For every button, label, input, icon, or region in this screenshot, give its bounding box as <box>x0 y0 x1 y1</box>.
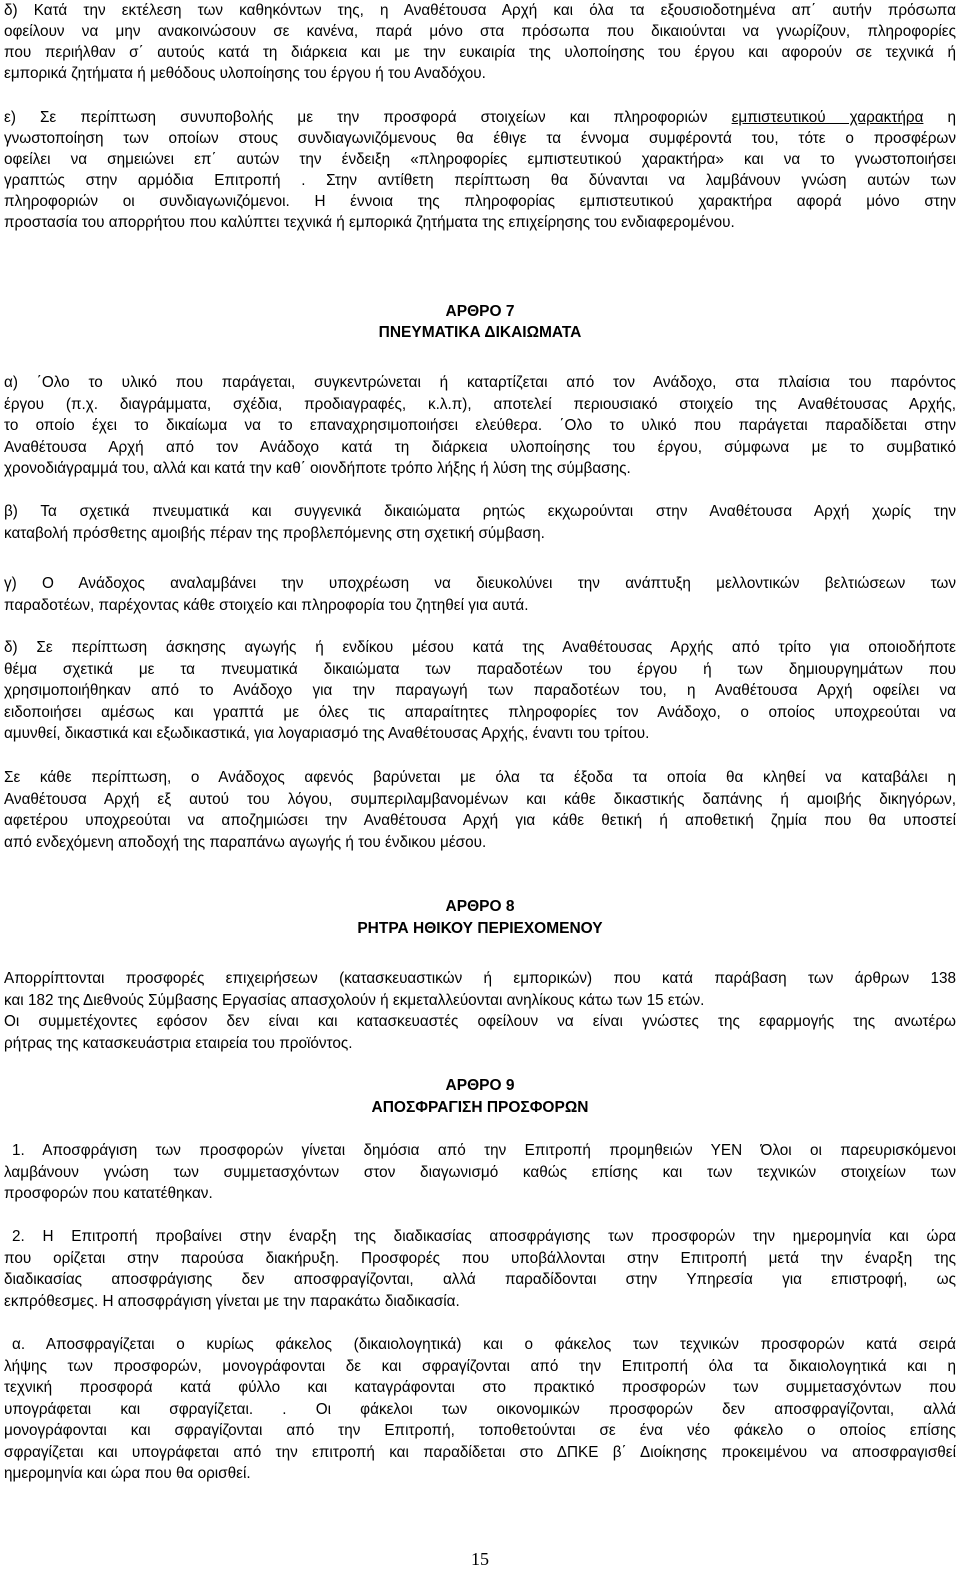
article-9-item-2-line: 2. Η Επιτροπή προβαίνει στην έναρξη της διαδικασίας αποσφράγισης των προσφορών την ημερομηνία και ώρα <box>12 1228 956 1245</box>
article-7-para-d-line: ειδοποιήσει αμέσως και γραπτά με όλες τις απαραίτητες πληροφορίες τον Ανάδοχο, ο οποίος υποχρεούται να <box>4 704 956 721</box>
article-9-item-2-line: εκπρόθεσμες. Η αποσφράγιση γίνεται με την παρακάτω διαδικασία. <box>4 1293 460 1310</box>
article-7-para-a-line: χρονοδιάγραμμά του, αλλά και κατά την καθ΄ οιονδήποτε τρόπο λήξης ή λύση της σύμβασης. <box>4 460 631 477</box>
article-9-item-1-line: λαμβάνουν γνώση των συμμετασχόντων στον διαγωνισμό καθώς επίσης και των τεχνικών στοιχείων των <box>4 1164 956 1181</box>
article-7-title: ΠΝΕΥΜΑΤΙΚΑ ΔΙΚΑΙΩΜΑΤΑ <box>378 324 582 341</box>
article-8-para-line: Απορρίπτονται προσφορές επιχειρήσεων (κατασκευαστικών ή εμπορικών) που κατά παράβαση των άρθρων 138 <box>4 970 956 987</box>
para-epsilon-text: η <box>923 109 956 126</box>
article-7-para-e-line: Σε κάθε περίπτωση, ο Ανάδοχος αφενός βαρύνεται με όλα τα έξοδα τα οποία θα κληθεί να καταβάλει η <box>4 769 956 786</box>
para-epsilon-line: γραπτώς στην αρμόδια Επιτροπή . Στην αντίθετη περίπτωση θα δύνανται να λαμβάνουν γνώση αυτών των <box>4 172 956 189</box>
article-8-para-line: και 182 της Διεθνούς Σύμβασης Εργασίας απασχολούν ή εκμεταλλεύονται ανηλίκους κάτω των 15 ετών. <box>4 992 705 1009</box>
article-7-para-a-line: έργου (π.χ. διαγράμματα, σχέδια, προδιαγραφές, κ.λ.π), αποτελεί περιουσιακό στοιχείο της Αναθέτουσας Αρχής, <box>4 396 956 413</box>
article-7-para-e-line: από ενδεχόμενη αποδοχή της παραπάνω αγωγής ή του ένδικου μέσου. <box>4 834 487 851</box>
para-epsilon-text: ε) Σε περίπτωση συνυποβολής με την προσφορά στοιχείων και πληροφοριών <box>4 109 732 126</box>
article-9-number: ΑΡΘΡΟ 9 <box>445 1077 515 1094</box>
article-8-para-line: ρήτρας της κατασκευάστρια εταιρεία του προϊόντος. <box>4 1035 353 1052</box>
article-7-number: ΑΡΘΡΟ 7 <box>445 303 515 320</box>
article-9-item-a-line: υπογράφεται και σφραγίζεται. . Οι φάκελοι των οικονομικών προσφορών δεν αποσφραγίζονται, αλλά <box>4 1401 956 1418</box>
article-9-item-1-line: 1. Αποσφράγιση των προσφορών γίνεται δημόσια από την Επιτροπή προμηθειών ΥΕΝ Όλοι οι παρευρισκόμενοι <box>12 1142 956 1159</box>
article-7-para-e-line: Αναθέτουσα Αρχή εξ αυτού του λόγου, συμπεριλαμβανομένων και κάθε δικαστικής δαπάνης ή αμοιβής δικηγόρων, <box>4 791 956 808</box>
page-number: 15 <box>471 1549 489 1569</box>
article-7-para-d-line: δ) Σε περίπτωση άσκησης αγωγής ή ενδίκου μέσου κατά της Αναθέτουσας Αρχής από τρίτο για οποιοδήποτε <box>4 639 956 656</box>
para-delta-line: οφείλουν να μην ανακοινώσουν σε κανένα, παρά μόνο στα πρόσωπα που δικαιούνται να γνωρίζουν, πληροφορίες <box>4 23 956 40</box>
article-7-para-c-line: γ) Ο Ανάδοχος αναλαμβάνει την υποχρέωση να διευκολύνει την ανάπτυξη μελλοντικών βελτιώσεων των <box>4 575 956 592</box>
article-9-item-a-line: σφραγίζεται και υπογράφεται από την επιτροπή και παραδίδεται στο ΔΠΚΕ β΄ Διοίκησης προκειμένου να αποσφραγισθεί <box>4 1444 956 1461</box>
para-delta-line: δ) Κατά την εκτέλεση των καθηκόντων της, η Αναθέτουσα Αρχή και όλα τα εξουσιοδοτημένα απ΄ αυτήν πρόσωπα <box>4 2 956 19</box>
article-9-item-2-line: διαδικασίας αποσφράγισης δεν αποσφραγίζονται, αλλά παραδίδονται στην Υπηρεσία για επιστροφή, ως <box>4 1271 956 1288</box>
article-8-number: ΑΡΘΡΟ 8 <box>445 898 515 915</box>
para-delta-line: που περιήλθαν σ΄ αυτούς κατά τη διάρκεια και με την ευκαιρία της υλοποίησης του έργου και αφορούν σε τεχνικά ή <box>4 44 956 61</box>
article-7-para-e-line: αφετέρου υποχρεούται να αποζημιώσει την Αναθέτουσα Αρχή για κάθε θετική ή αποθετική ζημία που θα υποστεί <box>4 812 956 829</box>
article-9-item-a-line: ημερομηνία και ώρα που θα ορισθεί. <box>4 1465 251 1482</box>
article-7-para-d-line: χρησιμοποιήθηκαν από το Ανάδοχο για την παραγωγή των παραδοτέων του, η Αναθέτουσα Αρχή οφείλει να <box>4 682 956 699</box>
article-8-para-line: Οι συμμετέχοντες εφόσον δεν είναι και κατασκευαστές οφείλουν να είναι γνώστες της εφαρμογής της ανωτέρω <box>4 1013 956 1030</box>
article-9-item-1-line: προσφορών που κατατέθηκαν. <box>4 1185 213 1202</box>
article-9-item-a-line: λήψης των προσφορών, μονογράφονται δε και σφραγίζονται από την Επιτροπή όλα τα δικαιολογητικά και η <box>4 1358 956 1375</box>
para-epsilon-line: γνωστοποίηση των οποίων στους συνδιαγωνιζόμενους θα έθιγε τα έννομα συμφέροντά του, τότε ο προσφέρων <box>4 130 956 147</box>
para-epsilon-line: προστασία του απορρήτου που καλύπτει τεχνικά ή εμπορικά ζητήματα της επιχείρησης του ενδιαφερομένου. <box>4 214 735 231</box>
article-8-title: ΡΗΤΡΑ ΗΘΙΚΟΥ ΠΕΡΙΕΧΟΜΕΝΟΥ <box>357 920 603 937</box>
article-7-para-d-line: θέμα σχετικά με τα πνευματικά δικαιώματα των παραδοτέων του έργου ή των δημιουργημάτων που <box>4 661 956 678</box>
article-7-para-d-line: αμυνθεί, δικαστικά και εξωδικαστικά, για λογαριασμό της Αναθέτουσας Αρχής, έναντι του τρίτου. <box>4 725 650 742</box>
article-7-para-a-line: α) ΄Ολο το υλικό που παράγεται, συγκεντρώνεται ή καταρτίζεται από τον Ανάδοχο, στα πλαίσια του παρόντος <box>4 374 956 391</box>
article-7-para-b-line: β) Τα σχετικά πνευματικά και συγγενικά δικαιώματα ρητώς εκχωρούνται στην Αναθέτουσα Αρχή χωρίς την <box>4 503 956 520</box>
article-9-title: ΑΠΟΣΦΡΑΓΙΣΗ ΠΡΟΣΦΟΡΩΝ <box>371 1099 589 1116</box>
article-9-item-2-line: που ορίζεται στην παρούσα διακήρυξη. Προσφορές που υποβάλλονται στην Επιτροπή μετά την έναρξη της <box>4 1250 956 1267</box>
article-9-item-a-line: μονογράφονται και σφραγίζονται από την Επιτροπή, τοποθετούνται σε ένα νέο φάκελο ο οποίος επίσης <box>4 1422 956 1439</box>
article-7-para-c-line: παραδοτέων, παρέχοντας κάθε στοιχείο και πληροφορία του ζητηθεί για αυτά. <box>4 597 529 614</box>
article-9-item-a-line: τεχνική προσφορά κατά φύλλο και καταγράφονται στο πρακτικό προσφορών των συμμετασχόντων που <box>4 1379 956 1396</box>
article-7-para-b-line: καταβολή πρόσθετης αμοιβής πέραν της προβλεπόμενης στη σχετική σύμβαση. <box>4 525 545 542</box>
confidential-underlined-text: εμπιστευτικού χαρακτήρα <box>731 109 924 126</box>
para-epsilon-line: οφείλει να σημειώνει επ΄ αυτών την ένδειξη «πληροφορίες εμπιστευτικού χαρακτήρα» και να το γνωστοποιήσει <box>4 151 956 168</box>
article-7-para-a-line: το οποίο έχει το δικαίωμα να το επαναχρησιμοποιήσει ελεύθερα. ΄Ολο το υλικό που παράγεται παραδίδεται στην <box>4 417 956 434</box>
article-7-para-a-line: Αναθέτουσα Αρχή από τον Ανάδοχο κατά τη διάρκεια υλοποίησης του έργου, σύμφωνα με το συμβατικό <box>4 439 956 456</box>
para-epsilon-line: πληροφοριών οι συνδιαγωνιζόμενοι. Η έννοια της πληροφορίας εμπιστευτικού χαρακτήρα αφορά μόνο στην <box>4 193 956 210</box>
para-delta-line: εμπορικά ζητήματα ή μεθόδους υλοποίησης του έργου ή του Αναδόχου. <box>4 65 486 82</box>
para-epsilon-line <box>4 107 956 128</box>
article-9-item-a-line: α. Αποσφραγίζεται ο κυρίως φάκελος (δικαιολογητικά) και ο φάκελος των τεχνικών προσφορών κατά σειρά <box>12 1336 956 1353</box>
